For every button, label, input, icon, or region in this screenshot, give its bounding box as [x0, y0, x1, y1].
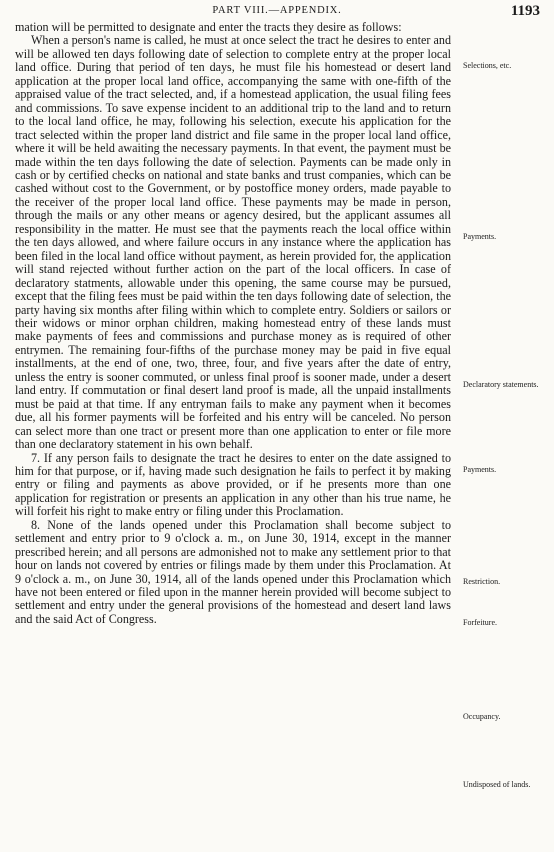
- running-head: PART VIII.—APPENDIX.: [212, 5, 342, 16]
- margin-note-forfeiture: Forfeiture.: [463, 618, 497, 627]
- margin-note-restriction: Restriction.: [463, 577, 501, 586]
- margin-note-payments: Payments.: [463, 232, 497, 241]
- margin-notes: [463, 0, 554, 852]
- paragraph-8-occupancy: 8. None of the lands opened under this Proclamation shall become subject to settlement and entry prior to 9 o'clock a. m., on June 30, 1914, except in the manner prescribed herein; and all persons are admonished not to make any settlement prior to that hour on lands not covered by entries or filings made by them under this Proclamation. At 9 o'clock a. m., on June 30, 1914, all of the lands opened under this Proclamation which have not been entered or filed upon in the manner herein provided will become subject to settlement and entry under the general provisions of the homestead and desert land laws and the said Act of Congress.: [15, 517, 451, 626]
- page-number: 1193: [510, 3, 540, 19]
- margin-note-payments-second: Payments.: [463, 465, 497, 474]
- body-text: [15, 21, 451, 626]
- margin-note-occupancy: Occupancy.: [463, 712, 501, 721]
- margin-note-undisposed-lands: Undisposed of lands.: [463, 780, 531, 789]
- margin-note-declaratory-statements: Declaratory statements.: [463, 380, 539, 389]
- paragraph-continuation: mation will be permitted to designate and enter the tracts they desire as follows:: [15, 20, 402, 34]
- paragraph-7-forfeiture: 7. If any person fails to designate the tract he desires to enter on the date assigned to him for that purpose, or if, having made such designation he fails to perfect it by making entry or filing and payments as above provided, or if he presents more than one application for registration or presents an application in any other than his true name, he will forfeit his right to make entry or filing under this Proclamation.: [15, 450, 451, 519]
- margin-note-selections: Selections, etc.: [463, 61, 512, 70]
- paragraph-selection-procedure: When a person's name is called, he must at once select the tract he desires to enter and will be allowed ten days following date of selection to complete entry at the proper local land office. During that period of ten days, he must file his homestead or desert land application at the proper local land office, accompanying the same with one-fifth of the appraised value of the tract selected, and, if a homestead application, the usual filing fees and commissions. To save expense incident to an additional trip to the land and to return to the local land office, he may, following his selection, execute his application for the tract selected within the proper land district and file same in the proper local land office, where it will be held awaiting the necessary payments. In that event, the payment must be made within the ten days following the date of selection. Payments can be made only in cash or by certified checks on national and state banks and trust companies, which can be cashed without cost to the Government, or by postoffice money orders, made payable to the receiver of the proper local land office. These payments may be made in person, through the mails or any other means or agency desired, but the applicant assumes all responsibility in the matter. He must see that the payments reach the local office within the ten days allowed, and where failure occurs in any instance where the application has been filed in the local land office without payment, as herein provided for, the application will stand rejected without further action on the part of the local officers. In case of declaratory statments, allowable under this opening, the same course may be pursued, except that the filing fees must be paid within the ten days following date of selection, the party having six months after filing within which to complete entry. Soldiers or sailors or their widows or minor orphan children, making homestead entry of these lands must make payments of fees and commissions and purchase money as is required of other entrymen. The remaining four-fifths of the purchase money may be paid in five equal installments, at the end of one, two, three, four, and five years after the date of entry, unless the entry is sooner commuted, or unless final proof is sooner made, under a desert land entry. If commutation or final desert land proof is made, all the unpaid installments must be paid at that time. If any entryman fails to make any payment when it becomes due, all his former payments will be forfeited and his entry will be canceled. No person can select more than one tract or present more than one application to enter or file more than one declaratory statement in his own behalf.: [15, 33, 451, 452]
